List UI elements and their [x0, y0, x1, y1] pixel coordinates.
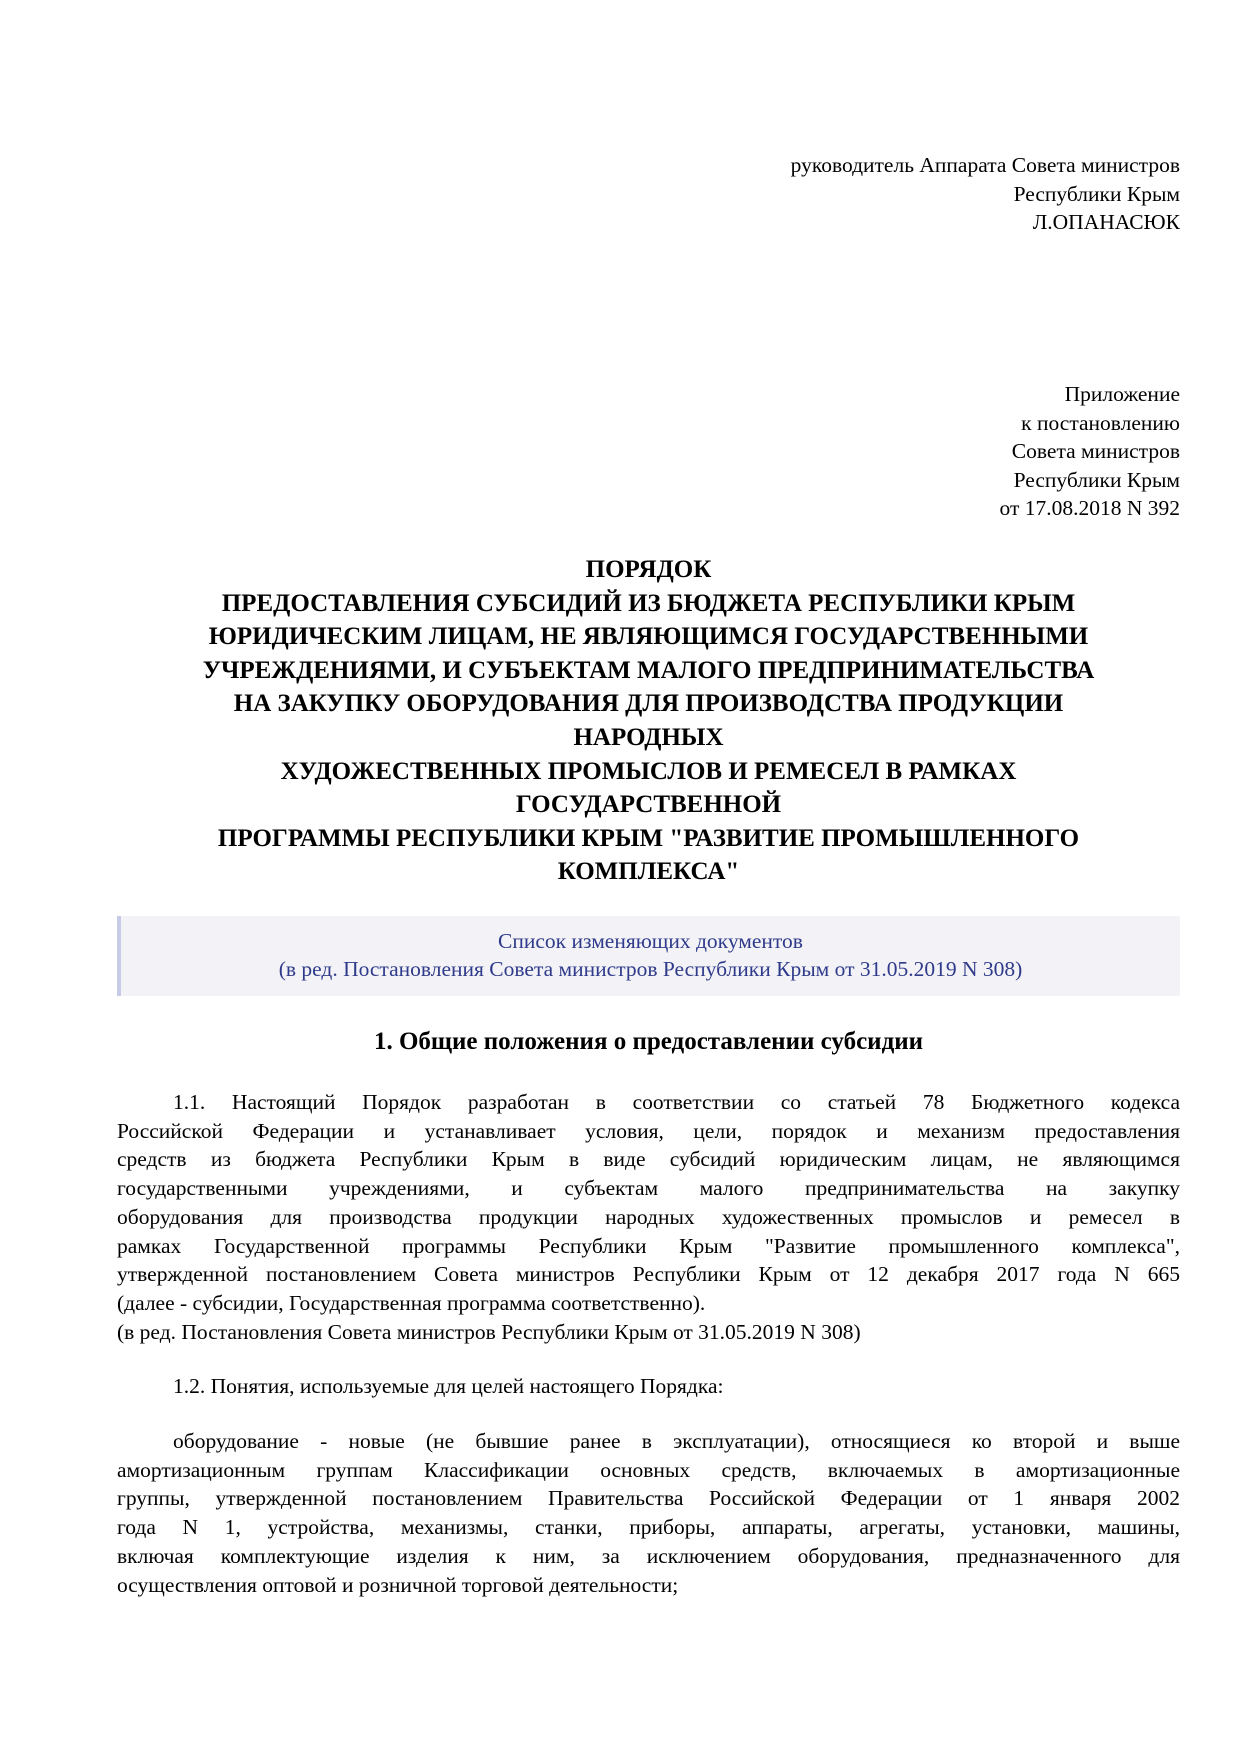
text-line: включая комплектующие изделия к ним, за исключением оборудования, предназначенного для [117, 1543, 1180, 1568]
title-line: ПРОГРАММЫ РЕСПУБЛИКИ КРЫМ "РАЗВИТИЕ ПРОМЫШЛЕННОГО [217, 824, 1080, 852]
appendix-line: Приложение [1064, 382, 1180, 406]
paragraph-equipment-definition [117, 1427, 1180, 1599]
title-line: НА ЗАКУПКУ ОБОРУДОВАНИЯ ДЛЯ ПРОИЗВОДСТВА ПРОДУКЦИИ [233, 690, 1064, 718]
title-line: ПОРЯДОК [585, 556, 712, 583]
text-line: государственными учреждениями, и субъектам малого предпринимательства на закупку [117, 1176, 1180, 1201]
title-line: ПРЕДОСТАВЛЕНИЯ СУБСИДИЙ ИЗ БЮДЖЕТА РЕСПУБЛИКИ КРЫМ [221, 589, 1076, 617]
title-line: ХУДОЖЕСТВЕННЫХ ПРОМЫСЛОВ И РЕМЕСЕЛ В РАМКАХ [280, 757, 1017, 785]
title-line: НАРОДНЫХ [573, 723, 724, 751]
amendments-link[interactable]: (в ред. Постановления Совета министров Республики Крым от 31.05.2019 N 308) [278, 957, 1023, 981]
amendments-heading: Список изменяющих документов [498, 929, 803, 953]
amendments-box [117, 916, 1180, 996]
appendix-line: от 17.08.2018 N 392 [999, 496, 1180, 520]
text-line: Российской Федерации и устанавливает условия, цели, порядок и механизм предоставления [117, 1118, 1180, 1143]
text-line: оборудование - новые (не бывшие ранее в эксплуатации), относящиеся ко второй и выше [173, 1429, 1180, 1453]
text-line: года N 1, устройства, механизмы, станки, приборы, аппараты, агрегаты, установки, машины, [117, 1515, 1180, 1540]
appendix-line: к постановлению [1021, 410, 1180, 435]
text-line: средств из бюджета Республики Крым в виде субсидий юридическим лицам, не являющимся [117, 1147, 1180, 1172]
appendix-line: Республики Крым [1013, 467, 1180, 492]
signatory-block [791, 151, 1180, 237]
text-line: амортизационным группам Классификации основных средств, включаемых в амортизационные [117, 1457, 1180, 1482]
signatory-name: Л.ОПАНАСЮК [1032, 210, 1180, 234]
appendix-line: Совета министров [1011, 439, 1180, 463]
text-line: оборудования для производства продукции народных художественных промыслов и ремесел в [117, 1204, 1180, 1229]
title-line: КОМПЛЕКСА" [557, 858, 740, 886]
text-line: (далее - субсидии, Государственная программа соответственно). [117, 1290, 706, 1315]
text-line: 1.1. Настоящий Порядок разработан в соответствии со статьей 78 Бюджетного кодекса [173, 1090, 1180, 1114]
title-line: ГОСУДАРСТВЕННОЙ [515, 791, 782, 819]
section-heading: 1. Общие положения о предоставлении субсидии [373, 1028, 924, 1055]
text-line: утвержденной постановлением Совета министров Республики Крым от 12 декабря 2017 года N 665 [117, 1262, 1180, 1287]
appendix-block [999, 380, 1180, 523]
signatory-position: руководитель Аппарата Совета министров [790, 153, 1180, 177]
amendment-note: (в ред. Постановления Совета министров Республики Крым от 31.05.2019 N 308) [117, 1319, 861, 1344]
signatory-region: Республики Крым [1013, 181, 1180, 206]
text-line: осуществления оптовой и розничной торговой деятельности; [117, 1572, 679, 1597]
title-line: УЧРЕЖДЕНИЯМИ, И СУБЪЕКТАМ МАЛОГО ПРЕДПРИНИМАТЕЛЬСТВА [202, 656, 1095, 684]
text-line: рамках Государственной программы Республики Крым "Развитие промышленного комплекса", [117, 1233, 1180, 1258]
document-title [117, 553, 1180, 889]
text-line: группы, утвержденной постановлением Правительства Российской Федерации от 1 января 2002 [117, 1486, 1180, 1511]
title-line: ЮРИДИЧЕСКИМ ЛИЦАМ, НЕ ЯВЛЯЮЩИМСЯ ГОСУДАРСТВЕННЫМИ [208, 623, 1089, 651]
paragraph-1-2: 1.2. Понятия, используемые для целей настоящего Порядка: [173, 1374, 724, 1398]
paragraph-1-1 [117, 1088, 1180, 1346]
